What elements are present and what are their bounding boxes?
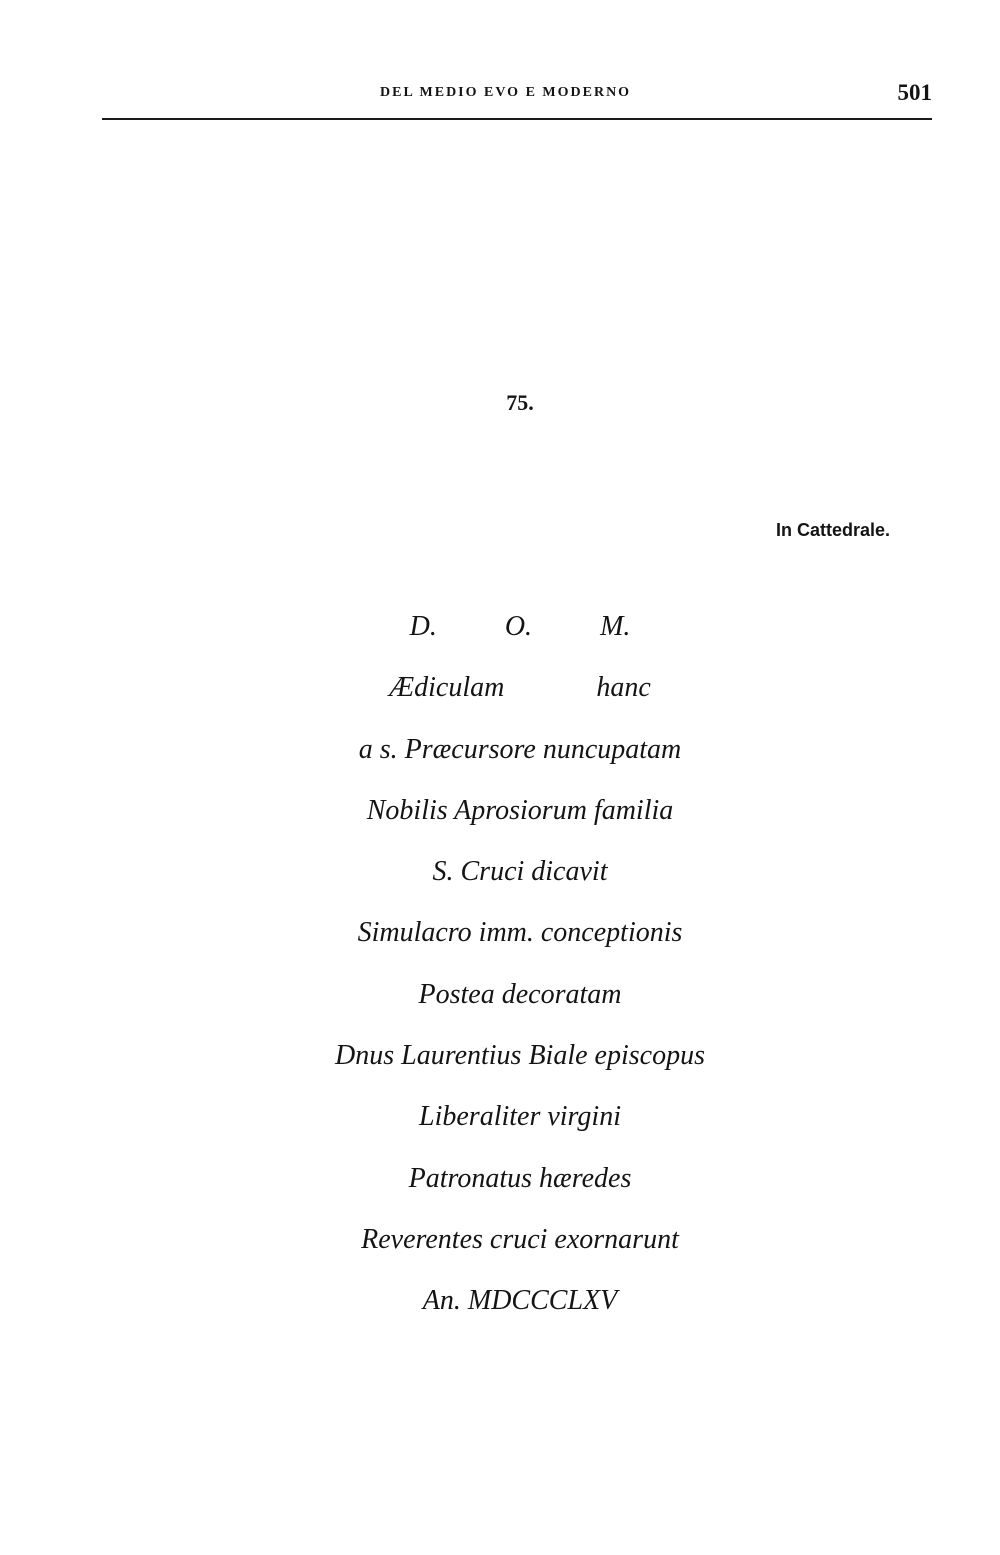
inscription-line-6: Simulacro imm. conceptionis <box>357 917 683 949</box>
page-number: 501 <box>897 80 932 105</box>
inscription-word: D. <box>409 611 437 642</box>
inscription-line-11: Reverentes cruci exornarunt <box>361 1223 679 1255</box>
inscription-line-5: S. Cruci dicavit <box>432 856 608 888</box>
inscription-line-9: Liberaliter virgini <box>419 1101 621 1133</box>
inscription-line-3: a s. Præcursore nuncupatam <box>358 733 682 765</box>
inscription-line-10: Patronatus hæredes <box>408 1162 632 1194</box>
inscription-word: Ædiculam <box>389 672 505 704</box>
running-title: DEL MEDIO EVO E MODERNO <box>380 85 632 100</box>
inscription-word: M. <box>600 611 631 642</box>
inscription-line-1 <box>0 604 1000 665</box>
running-head <box>100 82 932 106</box>
inscription-line-4: Nobilis Aprosiorum familia <box>366 794 674 826</box>
inscription-text <box>0 604 1000 1340</box>
inscription-line-2 <box>0 665 1000 726</box>
inscription-line-7: Postea decoratam <box>418 978 622 1010</box>
location-label: In Cattedrale. <box>775 520 890 540</box>
inscription-line-12: An. MDCCCLXV <box>422 1285 618 1317</box>
inscription-word: O. <box>504 611 533 642</box>
inscription-number: 75. <box>506 390 534 415</box>
inscription-line-8: Dnus Laurentius Biale episcopus <box>335 1040 705 1072</box>
inscription-word: hanc <box>596 672 651 704</box>
header-rule <box>102 118 932 120</box>
